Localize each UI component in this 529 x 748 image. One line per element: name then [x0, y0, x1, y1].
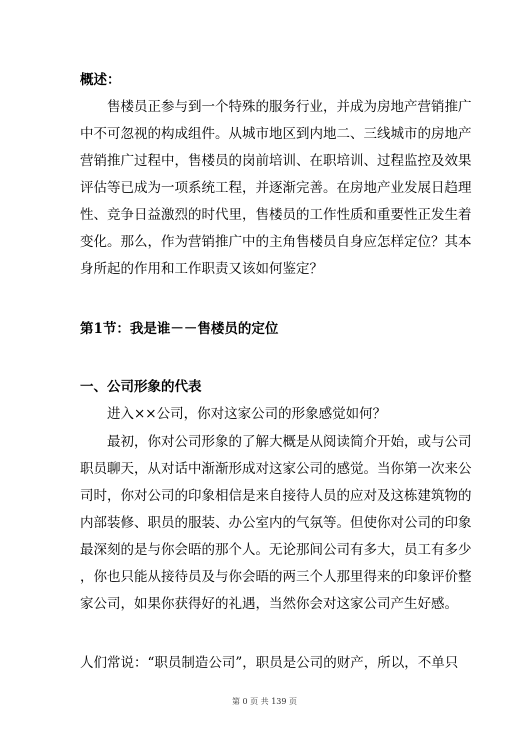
- body-paragraph-line: 最初，你对公司形象的了解大概是从阅读简介开始，或与公司: [107, 434, 472, 450]
- question-line: 进入××公司，你对这家公司的形象感觉如何？: [107, 406, 387, 422]
- overview-paragraph-line: 身所起的作用和工作职责又该如何鉴定？: [80, 261, 323, 277]
- body-paragraph-line: 内部装修、职员的服装、办公室内的气氛等。但使你对公司的印象: [80, 515, 472, 531]
- overview-paragraph-line: 变化。那么，作为营销推广中的主角售楼员自身应怎样定位？其本: [80, 234, 472, 250]
- overview-heading: 概述：: [80, 72, 121, 88]
- body-paragraph-line: 最深刻的是与你会晤的那个人。无论那间公司有多大，员工有多少: [80, 542, 472, 558]
- body-paragraph-line: 家公司，如果你获得好的礼遇，当然你会对这家公司产生好感。: [80, 596, 458, 612]
- page-number-footer: 第 0 页 共 139 页: [231, 697, 298, 706]
- body-paragraph-line: 职员聊天，从对话中渐渐形成对这家公司的感觉。当你第一次来公: [80, 461, 472, 477]
- overview-paragraph-line: 营销推广过程中，售楼员的岗前培训、在职培训、过程监控及效果: [80, 153, 472, 169]
- overview-paragraph-line: 性、竞争日益激烈的时代里，售楼员的工作性质和重要性正发生着: [80, 207, 472, 223]
- overview-paragraph-line: 售楼员正参与到一个特殊的服务行业，并成为房地产营销推广: [107, 99, 472, 115]
- body-paragraph-line: 人们常说：“职员制造公司”，职员是公司的财产，所以，不单只: [80, 655, 459, 671]
- body-paragraph-line: ，你也只能从接待员及与你会晤的两三个人那里得来的印象评价整: [80, 569, 472, 585]
- section-heading: 第1节：我是谁－－售楼员的定位: [80, 321, 279, 337]
- overview-paragraph-line: 评估等已成为一项系统工程，并逐渐完善。在房地产业发展日趋理: [80, 180, 472, 196]
- body-paragraph-line: 司时，你对公司的印象相信是来自接待人员的应对及这栋建筑物的: [80, 488, 472, 504]
- overview-paragraph-line: 中不可忽视的构成组件。从城市地区到内地二、三线城市的房地产: [80, 126, 472, 142]
- subsection-heading: 一、公司形象的代表: [80, 379, 202, 395]
